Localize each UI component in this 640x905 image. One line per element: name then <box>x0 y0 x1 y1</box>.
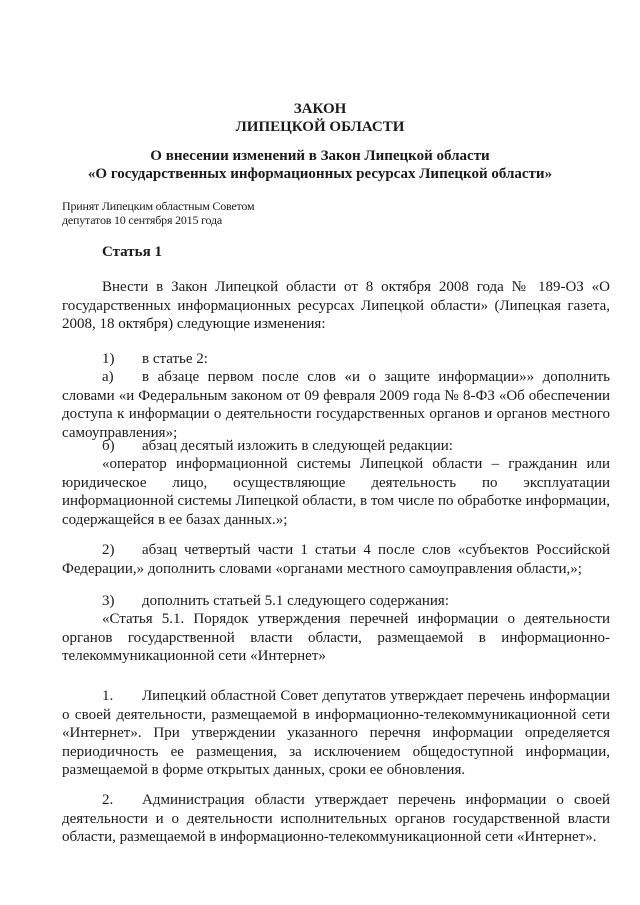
point-2-number: 2. <box>102 792 114 808</box>
item-1a-number: а) <box>102 369 114 385</box>
point-2 <box>62 791 610 847</box>
item-1b <box>62 437 610 456</box>
article-intro <box>62 278 610 334</box>
item-3-quote <box>62 610 610 666</box>
point-2-text: Администрация области утверждает перечень информации о своей деятельности и о деятельности исполнительных органов государственной власти области, размещаемой в информационно-телекоммуникационной сети «Интернет». <box>62 792 610 846</box>
point-1 <box>62 687 610 780</box>
item-3-quote-text: «Статья 5.1. Порядок утверждения перечней информации о деятельности органов государственной власти области, размещаемой в информационно-телекоммуникационной сети «Интернет» <box>62 611 610 665</box>
item-1 <box>62 350 610 369</box>
item-1-text: в статье 2: <box>142 351 208 367</box>
adoption-note-line-1: Принят Липецким областным Советом <box>62 199 255 213</box>
item-2-number: 2) <box>102 542 115 558</box>
item-1a-text: в абзаце первом после слов «и о защите информации»» дополнить словами «и Федеральным законом от 09 февраля 2009 года № 8-ФЗ «Об обеспечении доступа к информации о деятельности государственных органов и органов местного самоуправления»; <box>62 369 610 441</box>
item-3-number: 3) <box>102 593 115 609</box>
item-2 <box>62 541 610 578</box>
item-1b-text: абзац десятый изложить в следующей редакции: <box>142 438 453 454</box>
adoption-note-line-2: депутатов 10 сентября 2015 года <box>62 213 222 227</box>
point-1-text: Липецкий областной Совет депутатов утверждает перечень информации о своей деятельности, размещаемой в информационно-телекоммуникационной сети «Интернет». При утверждении указанного перечня информации определяется периодичность ее размещения, за исключением общедоступной информации, размещаемой в форме открытых данных, сроки ее обновления. <box>62 688 610 779</box>
law-title: ЗАКОН <box>293 101 347 117</box>
item-2-text: абзац четвертый части 1 статьи 4 после слов «субъектов Российской Федерации,» дополнить словами «органами местного самоуправления области,»; <box>62 542 610 577</box>
item-3 <box>62 592 610 611</box>
item-3-text: дополнить статьей 5.1 следующего содержания: <box>142 593 449 609</box>
item-1b-number: б) <box>102 438 115 454</box>
article-intro-text: Внести в Закон Липецкой области от 8 октября 2008 года № 189-ОЗ «О государственных информационных ресурсах Липецкой области» (Липецкая газета, 2008, 18 октября) следующие изменения: <box>62 279 610 333</box>
item-1b-quote-text: «оператор информационной системы Липецкой области – гражданин или юридическое лицо, осуществляющие деятельность по эксплуатации информационной системы Липецкой области, в том числе по обработке информации, содержащейся в ее базах данных.»; <box>62 456 610 528</box>
item-1a <box>62 368 610 442</box>
item-1-number: 1) <box>102 351 115 367</box>
item-1b-quote <box>62 455 610 529</box>
article-heading: Статья 1 <box>102 244 162 260</box>
law-subtitle-line-1: О внесении изменений в Закон Липецкой области <box>150 148 490 164</box>
law-subtitle-line-2: «О государственных информационных ресурсах Липецкой области» <box>87 166 553 182</box>
law-region: ЛИПЕЦКОЙ ОБЛАСТИ <box>235 119 405 135</box>
point-1-number: 1. <box>102 688 114 704</box>
